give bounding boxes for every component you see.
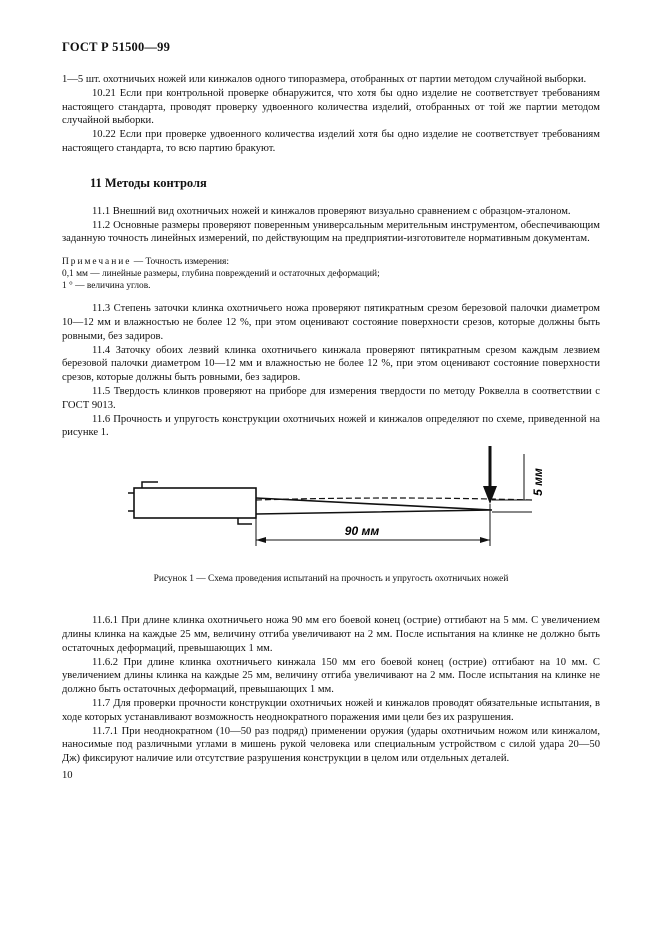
paragraph-10-21: 10.21 Если при контрольной проверке обнаружится, что хотя бы одно изделие не соответствует требованиям настоящего стандарта, проводят проверку удвоенного количества изделий, отобранных от той же партии методом случайной выборки.: [62, 87, 600, 127]
section-title: 11 Методы контроля: [90, 175, 207, 190]
document-header: ГОСТ Р 51500—99: [62, 40, 171, 54]
paragraph-11-3: 11.3 Степень заточки клинка охотничьего ножа проверяют пятикратным срезом березовой палочки диаметром 10—12 мм и влажностью не более 12 %, при этом оценивают состояние поверхности срезов, которые должны быть ровными, без задиров.: [62, 303, 600, 342]
clamp-mark-top: [142, 482, 158, 488]
figure-caption: Рисунок 1 — Схема проведения испытаний на прочность и упругость охотничьих ножей: [153, 574, 509, 585]
document-page: [62, 40, 600, 781]
paragraph-11-2: 11.2 Основные размеры проверяют поверенным универсальным мерительным инструментом, обеспечивающим заданную точность линейных измерений, по действующим на предприятии-изготовителе нормативным документам.: [62, 219, 600, 245]
figure-1: [62, 446, 600, 556]
paragraph-11-6: 11.6 Прочность и упругость конструкции охотничьих ножей и кинжалов определяют по схеме, приведенной на рисунке 1.: [62, 413, 600, 439]
paragraph-11-7: 11.7 Для проверки прочности конструкции охотничьих ножей и кинжалов проводят обязательные испытания, в ходе которых устанавливают возможность неоднократного поражения ими цели без их разрушения.: [62, 697, 600, 723]
note-line-1: 0,1 мм — линейные размеры, глубина повреждений и остаточных деформаций;: [62, 269, 380, 280]
paragraph-continuation: 1—5 шт. охотничьих ножей или кинжалов одного типоразмера, отобранных от партии методом случайной выборки.: [62, 74, 587, 85]
dim-90-arrow-left: [256, 537, 266, 543]
dim-90-label: 90 мм: [344, 524, 380, 539]
figure-1-diagram: [62, 446, 600, 556]
paragraph-11-1: 11.1 Внешний вид охотничьих ножей и кинжалов проверяют визуально сравнением с образцом-эталоном.: [92, 205, 571, 217]
clamp-mark-bottom: [238, 518, 252, 524]
paragraph-11-5: 11.5 Твердость клинков проверяют на приборе для измерения твердости по методу Роквелла в соответствии с ГОСТ 9013.: [62, 385, 600, 411]
page-number: 10: [62, 769, 73, 781]
note-head: — Точность измерения:: [131, 257, 229, 268]
knife-blade: [256, 498, 492, 514]
note-line-2: 1 ° — величина углов.: [62, 281, 151, 292]
note-block: [62, 256, 600, 292]
paragraph-11-4: 11.4 Заточку обоих лезвий клинка охотничьего кинжала проверяют пятикратным срезом каждым лезвием березовой палочки диаметром 10—12 мм и влажностью не более 12 %, при этом оценивают состояние поверхности срезов, которые должны быть ровными, без задиров.: [62, 344, 600, 384]
dim-90-arrow-right: [480, 537, 490, 543]
note-label: Примечание: [62, 257, 132, 268]
paragraph-11-7-1: 11.7.1 При неоднократном (10—50 раз подряд) применении оружия (удары охотничьим ножом или кинжалом, наносимые под различными углами в мишень рукой человека или специальным устройством с силой удара 20—50 Дж) фиксируют наличие или отсутствие разрушения конструкции в целом или отдельных деталей.: [62, 725, 600, 765]
paragraph-10-22: 10.22 Если при проверке удвоенного количества изделий хотя бы одно изделие не соответствует требованиям настоящего стандарта, то всю партию бракуют.: [62, 129, 600, 154]
paragraph-11-6-1: 11.6.1 При длине клинка охотничьего ножа 90 мм его боевой конец (острие) оттибают на 5 мм. С увеличением длины клинка на каждые 25 мм, величину отгиба увеличивают на 2 мм. После испытания на клинке не должно быть остаточных деформаций, превышающих 1 мм.: [62, 615, 600, 654]
paragraph-11-6-2: 11.6.2 При длине клинка охотничьего кинжала 150 мм его боевой конец (острие) отгибают на 10 мм. С увеличением длины клинка на каждые 25 мм, величину отгиба увеличивают на 2 мм. После испытания на клинке не должно быть остаточных деформаций, превышающих 1 мм.: [62, 656, 600, 696]
force-arrow-head: [483, 486, 497, 504]
dim-5-label: 5 мм: [531, 468, 545, 497]
knife-handle: [134, 488, 256, 518]
